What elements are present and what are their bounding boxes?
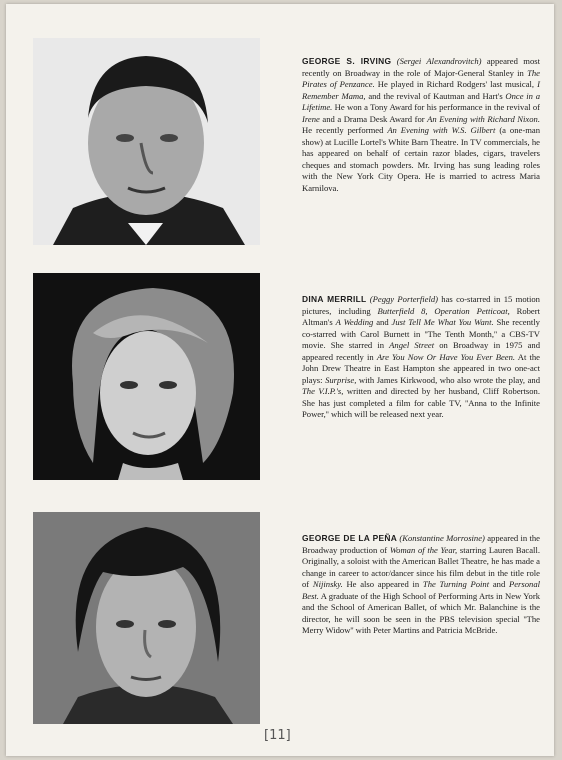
bio-george-de-la-pena: [302, 533, 540, 637]
bio-dina-merrill: [302, 294, 540, 421]
italic-title: Just Tell Me What You Want.: [391, 317, 494, 327]
bio-segment: and: [373, 317, 392, 327]
bio-segment: appeared in the Broadway production of: [302, 533, 541, 555]
italic-title: Are You Now Or Have You Ever Been.: [376, 351, 516, 362]
actor-name: GEORGE DE LA PEÑA: [302, 533, 398, 543]
bio-segment: and: [489, 579, 509, 589]
bio-text: [302, 294, 540, 419]
bio-segment: written and directed by her husband, Cliff Robertson. She has just completed a film for cable TV, ''Anna to the Infinite Power,'' which will be released next year.: [302, 386, 540, 419]
bio-segment: (a one-man show) at Lucille Lortel's White Barn Theatre. In TV commercials, he has appeared on behalf of certain razor blades, cigars, travelers cheques and stomach powders. Mr. Irving has sung leading roles with the New York City Opera. He is married to actress Maria Karnilova.: [302, 125, 540, 193]
italic-title: Angel Street: [389, 340, 435, 350]
italic-title: Once in a Lifetime.: [302, 90, 540, 112]
italic-title: Butterfield 8, Operation Petticoat,: [377, 305, 510, 316]
italic-title: I Remember Mama,: [302, 79, 540, 101]
bio-segment: on Broadway in 1975 and appeared recently in: [302, 340, 541, 362]
italic-title: The Turning Point: [422, 579, 490, 589]
italic-title: A Wedding: [335, 317, 374, 327]
italic-title: Woman of the Year,: [389, 544, 458, 555]
bio-george-irving: [302, 56, 540, 194]
bio-segment: and a Drama Desk Award for: [319, 113, 428, 124]
bio-segment: with James Kirkwood, who also wrote the play, and: [356, 374, 540, 385]
character-name: (Konstantine Morrosine): [399, 533, 485, 543]
italic-title: An Evening with W.S. Gilbert: [387, 125, 496, 135]
bio-segment: and the revival of Kautman and Hart's: [365, 90, 506, 101]
italic-title: Surprise,: [325, 374, 357, 385]
portrait-photo-george-irving: [33, 38, 260, 245]
italic-title: Irene: [302, 113, 320, 124]
bio-segment: has co-starred in 15 motion pictures, including: [302, 294, 540, 316]
italic-title: The Pirates of Penzance.: [302, 67, 540, 89]
bio-segment: He won a Tony Award for his performance in the revival of: [332, 102, 540, 112]
bio-segment: Robert Altman's: [302, 305, 540, 327]
character-name: (Peggy Porterfield): [369, 294, 438, 304]
bio-segment: starring Lauren Bacall. Originally, a soloist with the American Ballet Theatre, he has made a change in career to actor/dancer since his film debut in the title role of: [302, 544, 540, 589]
actor-name: GEORGE S. IRVING: [302, 56, 392, 66]
bio-segment: appeared most recently on Broadway in the role of Major-General Stanley in: [302, 56, 540, 78]
bio-text: [302, 56, 540, 193]
bio-text: [302, 533, 540, 635]
bio-segment: He recently performed: [302, 125, 388, 135]
portrait-photo-george-de-la-pena: [33, 512, 260, 724]
italic-title: Nijinsky.: [312, 579, 343, 589]
page-number: [11]: [264, 728, 291, 743]
italic-title: An Evening with Richard Nixon.: [427, 113, 540, 124]
bio-segment: A graduate of the High School of Performing Arts in New York and the School of American Ballet, of which Mr. Balanchine is the director, he will soon be seen in the PBS television special ''The Merry Widow'' with Peter Martins and Patricia McBride.: [302, 590, 540, 635]
actor-name: DINA MERRILL: [302, 294, 367, 304]
bio-segment: She recently co-starred with Carol Burnett in ''The Tenth Month,'' a CBS-TV movie. She starred in: [302, 317, 540, 350]
italic-title: The V.I.P.'s,: [302, 386, 344, 396]
bio-segment: He played in Richard Rodgers' last musical,: [374, 79, 538, 89]
program-page: [6, 4, 554, 756]
character-name: (Sergei Alexandrovitch): [396, 56, 482, 66]
italic-title: Personal Best.: [302, 579, 540, 601]
bio-segment: At the John Drew Theatre in East Hampton she appeared in two one-act plays:: [302, 351, 540, 385]
bio-segment: He also appeared in: [342, 579, 423, 589]
portrait-photo-dina-merrill: [33, 273, 260, 480]
